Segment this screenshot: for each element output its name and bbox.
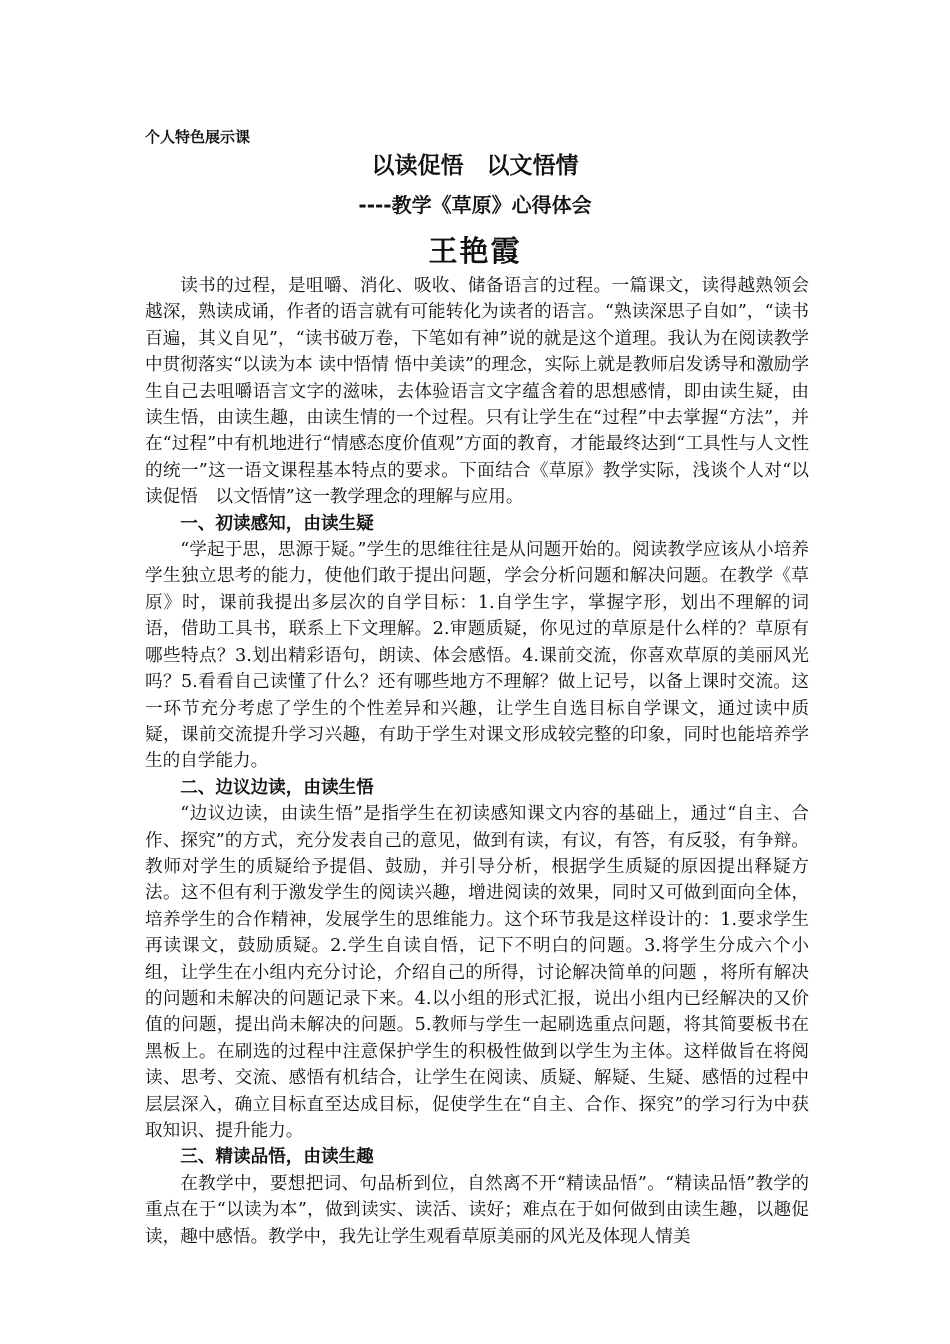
section-2-heading: 二、边议边读，由读生悟: [180, 777, 374, 798]
course-tag: 个人特色展示课: [145, 128, 251, 146]
page-title: 以读促悟 以文悟情: [371, 153, 579, 179]
section-3-paragraph: 在教学中，要想把词、句品析到位，自然离不开“精读品悟”。“精读品悟”教学的重点在于“以读为本”，做到读实、读活、读好；难点在于如何做到由读生趣，以趣促读，趣中感悟。教学中，我先让学生观看草原美丽的风光及体现人情美: [145, 1173, 809, 1247]
section-1-paragraph: “学起于思，思源于疑。”学生的思维往往是从问题开始的。阅读教学应该从小培养学生独立思考的能力，使他们敢于提出问题，学会分析问题和解决问题。在教学《草原》时，课前我提出多层次的自学目标：1.自学生字，掌握字形，划出不理解的词语，借助工具书，联系上下文理解。2.审题质疑，你见过的草原是什么样的？草原有哪些特点？3.划出精彩语句，朗读、体会感悟。4.课前交流，你喜欢草原的美丽风光吗？5.看看自己读懂了什么？还有哪些地方不理解？做上记号，以备上课时交流。这一环节充分考虑了学生的个性差异和兴趣，让学生自选目标自学课文，通过读中质疑，课前交流提升学习兴趣，有助于学生对课文形成较完整的印象，同时也能培养学生的自学能力。: [145, 540, 809, 772]
author-name: 王艳霞: [428, 234, 522, 268]
section-3-heading: 三、精读品悟，由读生趣: [180, 1147, 374, 1168]
intro-paragraph: 读书的过程，是咀嚼、消化、吸收、储备语言的过程。一篇课文，读得越熟领会越深，熟读成诵，作者的语言就有可能转化为读者的语言。“熟读深思子自如”，“读书百遍，其义自见”，“读书破万卷，下笔如有神”说的就是这个道理。我认为在阅读教学中贯彻落实“以读为本 读中悟情 悟中美读”的理念，实际上就是教师启发诱导和激励学生自己去咀嚼语言文字的滋味，去体验语言文字蕴含着的思想感情，即由读生疑，由读生悟，由读生趣，由读生情的一个过程。只有让学生在“过程”中去掌握“方法”，并在“过程”中有机地进行“情感态度价值观”方面的教育，才能最终达到“工具性与人文性的统一”这一语文课程基本特点的要求。下面结合《草原》教学实际，浅谈个人对“以读促悟 以文悟情”这一教学理念的理解与应用。: [145, 276, 809, 508]
section-1-heading: 一、初读感知，由读生疑: [180, 513, 374, 534]
article-body: [145, 273, 809, 1250]
section-2-paragraph: “边议边读，由读生悟”是指学生在初读感知课文内容的基础上，通过“自主、合作、探究”的方式，充分发表自己的意见，做到有读，有议，有答，有反驳，有争辩。教师对学生的质疑给予提倡、鼓励，并引导分析，根据学生质疑的原因提出释疑方法。这不但有利于激发学生的阅读兴趣，增进阅读的效果，同时又可做到面向全体，培养学生的合作精神，发展学生的思维能力。这个环节我是这样设计的：1.要求学生再读课文，鼓励质疑。2.学生自读自悟，记下不明白的问题。3.将学生分成六个小组，让学生在小组内充分讨论，介绍自己的所得，讨论解决简单的问题 ，将所有解决的问题和未解决的问题记录下来。4.以小组的形式汇报，说出小组内已经解决的又价值的问题，提出尚未解决的问题。5.教师与学生一起刷选重点问题，将其简要板书在黑板上。在刷选的过程中注意保护学生的积极性做到以学生为主体。这样做旨在将阅读、思考、交流、感悟有机结合，让学生在阅读、质疑、解疑、生疑、感悟的过程中层层深入，确立目标直至达成目标，促使学生在“自主、合作、探究”的学习行为中获取知识、提升能力。: [145, 804, 809, 1141]
page-subtitle: ----教学《草原》心得体会: [358, 193, 592, 217]
